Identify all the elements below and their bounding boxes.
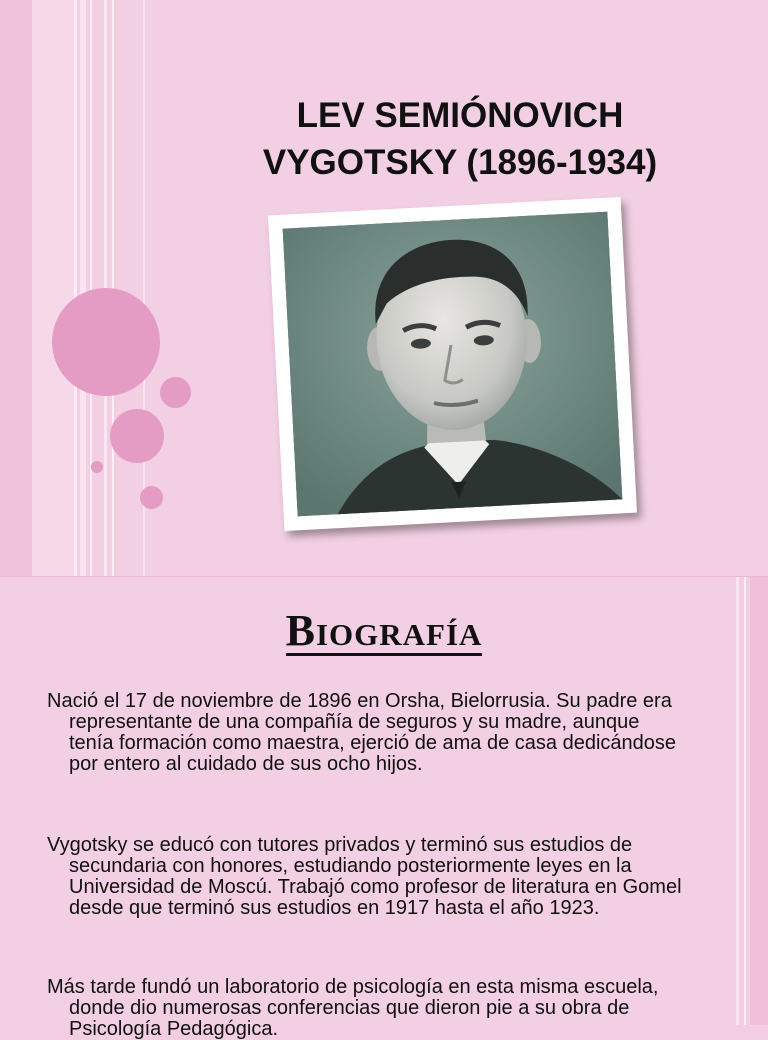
portrait-photo	[283, 212, 623, 517]
title-line-1: LEV SEMIÓNOVICH	[296, 96, 624, 135]
decorative-stripe	[80, 0, 86, 576]
decorative-stripe	[0, 0, 32, 576]
decorative-stripe	[74, 0, 77, 576]
portrait-frame	[268, 197, 637, 531]
decorative-circle	[160, 377, 191, 408]
biography-heading	[0, 605, 768, 656]
decorative-circle	[140, 486, 163, 509]
decorative-stripe	[90, 0, 92, 576]
biography-slide	[0, 576, 768, 1040]
biography-paragraph: Más tarde fundó un laboratorio de psicología en esta misma escuela, donde dio numerosas conferencias que dieron pie a su obra de Psicología Pedagógica.	[47, 976, 659, 1040]
decorative-circle	[110, 409, 164, 463]
portrait-image	[283, 212, 623, 517]
decorative-circle	[91, 461, 103, 473]
biography-heading-text: Biografía	[285, 606, 483, 655]
biography-paragraph: Vygotsky se educó con tutores privados y terminó sus estudios de secundaria con honores, estudiando posteriormente leyes en la Universidad de Moscú. Trabajó como profesor de literatura en Gomel desde que terminó sus estudios en 1917 hasta el año 1923.	[47, 834, 682, 919]
biography-paragraph: Nació el 17 de noviembre de 1896 en Orsha, Bielorrusia. Su padre era representante de una compañía de seguros y su madre, aunque tenía formación como maestra, ejerció de ama de casa dedicándose por entero al cuidado de sus ocho hijos.	[47, 690, 677, 775]
title-line-2: VYGOTSKY (1896-1934)	[262, 143, 658, 182]
slide-title	[200, 92, 720, 186]
decorative-stripe	[32, 0, 74, 576]
decorative-circle	[52, 288, 160, 396]
